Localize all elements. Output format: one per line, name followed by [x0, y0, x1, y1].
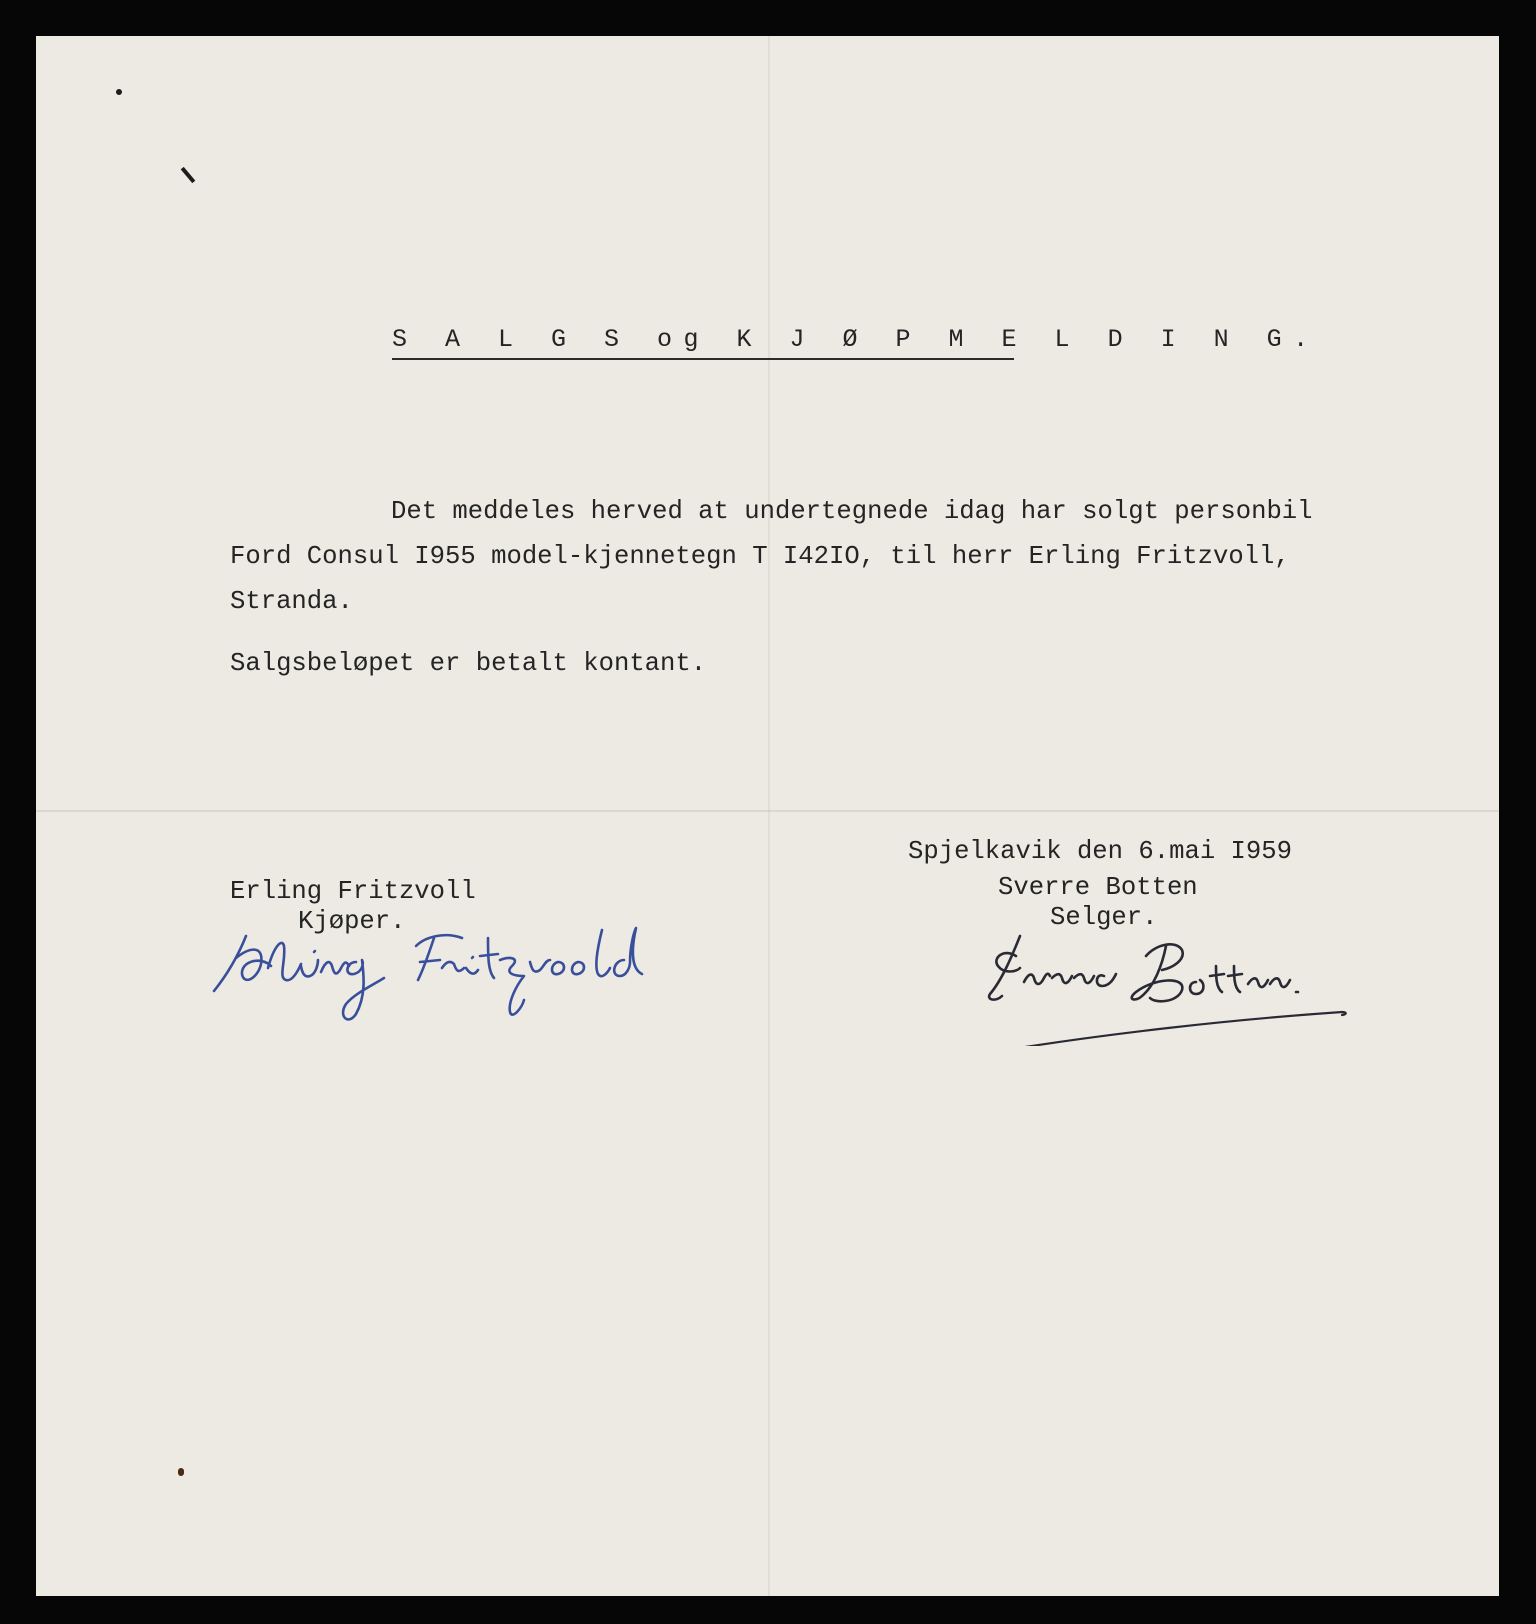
body-line-1: Det meddeles herved at undertegnede idag har solgt personbil: [391, 497, 1313, 526]
title-underline: [392, 358, 1014, 360]
buyer-signature: [206, 916, 646, 1026]
buyer-role: Kjøper.: [298, 907, 406, 936]
paper-speck: [181, 167, 196, 183]
seller-role: Selger.: [1050, 903, 1158, 932]
body-line-3: Stranda.: [230, 587, 353, 616]
paper-sheet: [36, 36, 1499, 1596]
seller-name: Sverre Botten: [998, 873, 1198, 902]
buyer-name: Erling Fritzvoll: [230, 877, 476, 906]
paper-speck: [178, 1468, 184, 1476]
body-paragraph-2: Salgsbeløpet er betalt kontant.: [230, 649, 707, 678]
vertical-fold-line: [768, 36, 770, 1596]
place-and-date: Spjelkavik den 6.mai I959: [908, 837, 1292, 866]
paper-speck: [116, 89, 122, 95]
body-line-2: Ford Consul I955 model-kjennetegn T I42IO, til herr Erling Fritzvoll,: [230, 542, 1290, 571]
seller-signature: [986, 916, 1386, 1046]
document-title: S A L G S og K J Ø P M E L D I N G.: [392, 325, 1320, 354]
